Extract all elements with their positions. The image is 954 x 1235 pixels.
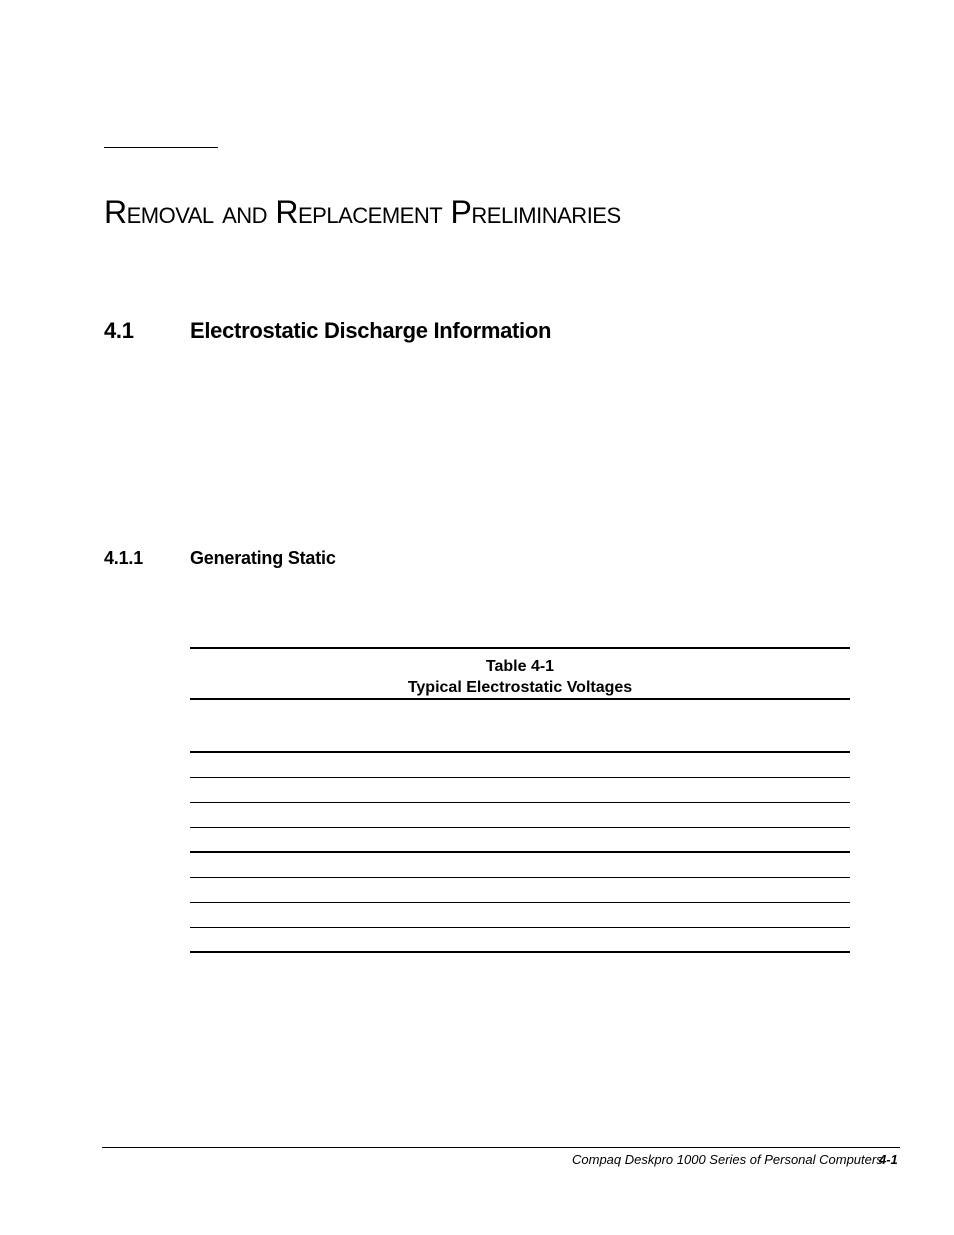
table-header-row (190, 700, 850, 753)
section-title: Electrostatic Discharge Information (190, 318, 552, 343)
footer-text: Compaq Deskpro 1000 Series of Personal Computers (572, 1152, 883, 1167)
table-label: Table 4-1 (485, 658, 555, 675)
chapter-title: Removal and Replacement Preliminaries (104, 194, 621, 230)
table-row (190, 753, 850, 778)
footer-rule (102, 1147, 900, 1148)
table-row (190, 778, 850, 803)
table-row (190, 903, 850, 928)
chapter-rule (104, 147, 218, 148)
section-number: 4.1 (104, 318, 134, 343)
subsection-heading (104, 546, 336, 570)
table-row (190, 853, 850, 878)
subsection-number: 4.1.1 (104, 548, 144, 568)
subsection-title: Generating Static (190, 548, 336, 568)
page-number: 4-1 (879, 1152, 898, 1167)
table-row (190, 803, 850, 828)
table-caption-title: Typical Electrostatic Voltages (407, 679, 633, 696)
table-row (190, 828, 850, 853)
table-caption (190, 647, 850, 700)
section-heading (104, 316, 552, 346)
table-row (190, 878, 850, 903)
voltage-table (190, 647, 850, 953)
table-row (190, 928, 850, 953)
